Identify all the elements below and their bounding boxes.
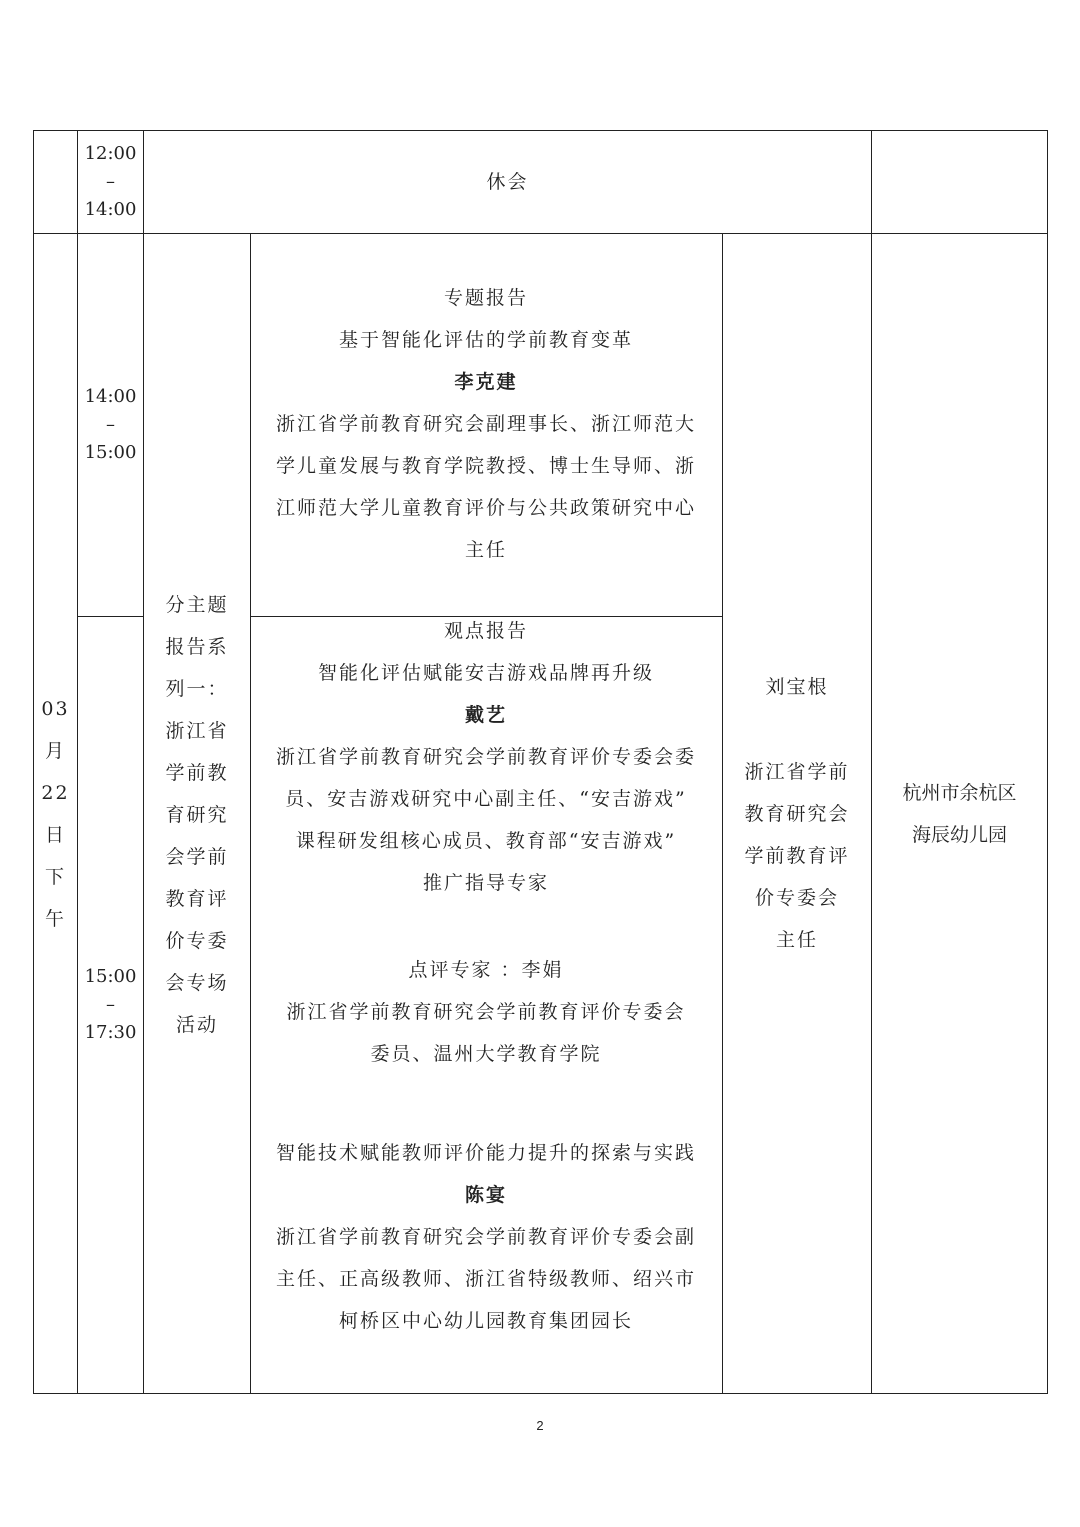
- col-border: [1047, 130, 1048, 1394]
- reviewer: 点评专家 ：李娟 浙江省学前教育研究会学前教育评价专委会 委员、温州大学教育学院: [251, 949, 721, 1075]
- venue-cell: 杭州市余杭区 海辰幼儿园: [902, 781, 1017, 846]
- report-1-speaker: 李克建: [454, 371, 518, 393]
- report-3-title: 智能技术赋能教师评价能力提升的探索与实践: [275, 1142, 696, 1164]
- report-3-speaker: 陈宴: [464, 1184, 507, 1206]
- report-2-speaker: 戴艺: [464, 704, 507, 726]
- report-1: 专题报告 基于智能化评估的学前教育变革 李克建 浙江省学前教育研究会副理事长、浙江师范大 学儿童发展与教育学院教授、博士生导师、浙 江师范大学儿童教育评价与公共政策研究中心 主任: [251, 277, 721, 571]
- report-1-title: 基于智能化评估的学前教育变革: [338, 329, 633, 351]
- report-2-title: 智能化评估赋能安吉游戏品牌再升级: [317, 662, 654, 684]
- reviewer-label: 点评专家 ：李娟: [408, 959, 564, 981]
- session-cell: 分主题 报告系 列一： 浙江省 学前教 育研究 会学前 教育评 价专委 会专场 活动: [165, 594, 229, 1036]
- date-cell: 03 月 22 日 下 午: [41, 697, 70, 930]
- break-cell: 休会: [486, 171, 529, 193]
- report-2-type: 观点报告: [443, 620, 528, 642]
- time-cell-1500: 15:00 – 17:30: [84, 966, 137, 1043]
- host-title: 浙江省学前 教育研究会 学前教育评 价专委会 主任: [744, 761, 850, 951]
- report-1-type: 专题报告: [443, 287, 528, 309]
- report-2: 观点报告 智能化评估赋能安吉游戏品牌再升级 戴艺 浙江省学前教育研究会学前教育评价专委会委 员、安吉游戏研究中心副主任、“安吉游戏” 课程研发组核心成员、教育部“安吉游戏” 推广指导专家: [251, 610, 721, 904]
- host-name: 刘宝根: [765, 676, 829, 698]
- report-3: 智能技术赋能教师评价能力提升的探索与实践 陈宴 浙江省学前教育研究会学前教育评价专委会副 主任、正高级教师、浙江省特级教师、绍兴市 柯桥区中心幼儿园教育集团园长: [251, 1132, 721, 1342]
- time-cell-1400: 14:00 – 15:00: [84, 386, 137, 463]
- page-number: 2: [536, 1418, 544, 1433]
- table-bottom-border: [33, 1393, 1048, 1394]
- time-cell-1200: 12:00 – 14:00: [84, 143, 137, 220]
